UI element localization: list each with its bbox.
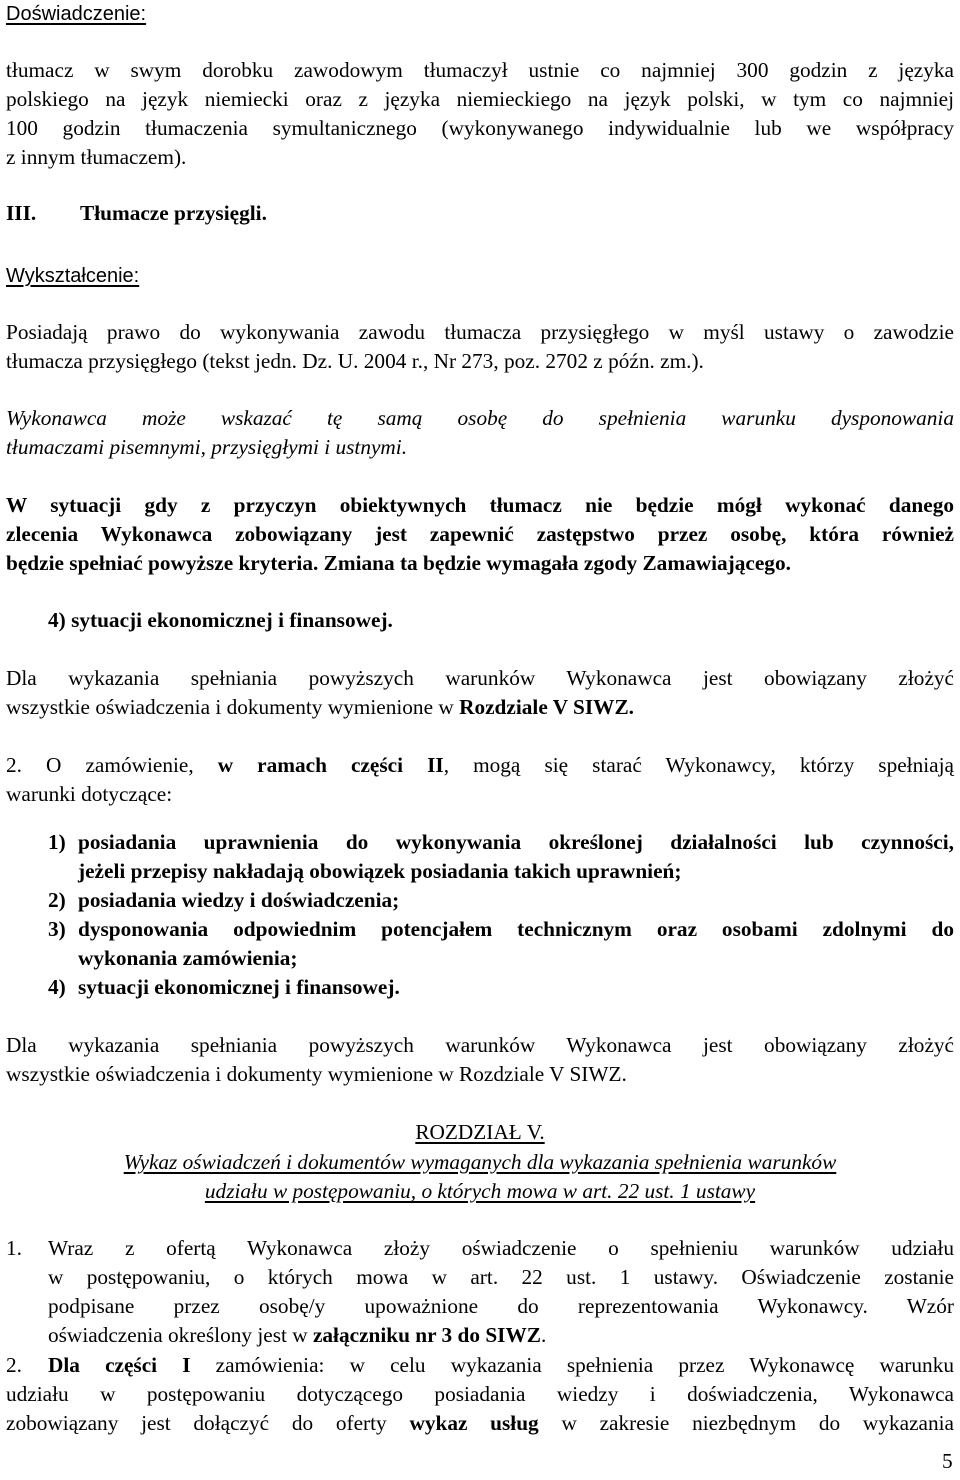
point-2-line-3-text: zobowiązany jest dołączyć do oferty: [6, 1411, 410, 1435]
point-1-line-4-bold: załączniku nr 3 do SIWZ: [312, 1323, 541, 1347]
wyksztalcenie-heading: Wykształcenie:: [6, 265, 140, 287]
point-1-line-3: podpisane przez osobę/y upoważnione do reprezentowania Wykonawcy. Wzór: [48, 1294, 954, 1318]
cond-4-num: 4): [48, 975, 66, 999]
dla1-line-2-text: wszystkie oświadczenia i dokumenty wymienione w: [6, 695, 460, 719]
cond-1-num: 1): [48, 830, 66, 854]
point-2-line-3: [6, 1409, 954, 1439]
doswiadczenie-heading: Doświadczenie:: [6, 3, 147, 25]
point-2-line-1: [48, 1351, 954, 1381]
bold-note-line-2: zlecenia Wykonawca zobowiązany jest zapewnić zastępstwo przez osobę, która również: [6, 522, 954, 546]
wyksztalcenie-line-1: Posiadają prawo do wykonywania zawodu tłumacza przysięgłego w myśl ustawy o zawodzie: [6, 320, 954, 344]
italic-note-line-2: tłumaczami pisemnymi, przysięgłymi i ustnymi.: [6, 435, 408, 459]
page-number: 5: [942, 1449, 953, 1473]
point-1-line-4-end: .: [540, 1323, 547, 1347]
section-number: III.: [6, 201, 37, 225]
cond-3-num: 3): [48, 917, 66, 941]
point-2-num: 2.: [6, 1353, 22, 1377]
dla2-line-2: wszystkie oświadczenia i dokumenty wymienione w Rozdziale V SIWZ.: [6, 1062, 627, 1086]
point-2-line-1-rest: zamówienia: w celu wykazania spełnienia przez Wykonawcę warunku: [190, 1353, 954, 1377]
point-1-line-4: [48, 1321, 954, 1351]
point-1-num: 1.: [6, 1236, 22, 1260]
italic-note-line-1: Wykonawca może wskazać tę samą osobę do spełnienia warunku dysponowania: [6, 406, 954, 430]
rozdzial-subtitle-1: Wykaz oświadczeń i dokumentów wymaganych dla wykazania spełnienia warunków: [123, 1150, 837, 1174]
part2-post: , mogą się starać Wykonawcy, którzy spełniają: [443, 753, 954, 777]
cond-2-line-1: posiadania wiedzy i doświadczenia;: [78, 888, 400, 912]
cond-3-line-1: dysponowania odpowiednim potencjałem technicznym oraz osobami zdolnymi do: [78, 917, 954, 941]
cond-3-line-2: wykonania zamówienia;: [78, 946, 298, 970]
doswiadczenie-line-3: 100 godzin tłumaczenia symultanicznego (wykonywanego indywidualnie lub we współpracy: [6, 116, 954, 140]
part2-bold: w ramach części II: [217, 753, 444, 777]
dla2-line-1: Dla wykazania spełniania powyższych warunków Wykonawca jest obowiązany złożyć: [6, 1033, 954, 1057]
doswiadczenie-line-1: tłumacz w swym dorobku zawodowym tłumaczył ustnie co najmniej 300 godzin z języka: [6, 58, 954, 82]
part2-num: 2.: [6, 753, 22, 777]
point-1-line-4-text: oświadczenia określony jest w: [48, 1323, 313, 1347]
part2-line-1: [6, 751, 954, 781]
cond-4-line-1: sytuacji ekonomicznej i finansowej.: [78, 975, 400, 999]
dla1-line-2: [6, 693, 954, 723]
doswiadczenie-line-4: z innym tłumaczem).: [6, 145, 187, 169]
point-2-line-3-end: w zakresie niezbędnym do wykazania: [538, 1411, 954, 1435]
point-1-line-2: w postępowaniu, o których mowa w art. 22 ust. 1 ustawy. Oświadczenie zostanie: [48, 1265, 954, 1289]
item4-heading: 4) sytuacji ekonomicznej i finansowej.: [48, 608, 393, 632]
dla1-line-2-bold: Rozdziale V SIWZ.: [459, 695, 634, 719]
bold-note-line-3: będzie spełniać powyższe kryteria. Zmiana ta będzie wymagała zgody Zamawiającego.: [6, 551, 791, 575]
doswiadczenie-line-2: polskiego na język niemiecki oraz z języka niemieckiego na język polski, w tym co najmniej: [6, 87, 954, 111]
section-title: Tłumacze przysięgli.: [80, 201, 267, 225]
part2-pre: O zamówienie,: [21, 753, 218, 777]
cond-1-line-1: posiadania uprawnienia do wykonywania określonej działalności lub czynności,: [78, 830, 954, 854]
bold-note-line-1: W sytuacji gdy z przyczyn obiektywnych tłumacz nie będzie mógł wykonać danego: [6, 493, 954, 517]
part2-line-2: warunki dotyczące:: [6, 782, 173, 806]
cond-1-line-2: jeżeli przepisy nakładają obowiązek posiadania takich uprawnień;: [78, 859, 682, 883]
point-1-line-1: Wraz z ofertą Wykonawca złoży oświadczenie o spełnieniu warunków udziału: [48, 1236, 954, 1260]
point-2-line-2: udziału w postępowaniu dotyczącego posiadania wiedzy i doświadczenia, Wykonawca: [6, 1382, 954, 1406]
cond-2-num: 2): [48, 888, 66, 912]
rozdzial-title: ROZDZIAŁ V.: [415, 1120, 545, 1144]
wyksztalcenie-line-2: tłumacza przysięgłego (tekst jedn. Dz. U. 2004 r., Nr 273, poz. 2702 z późn. zm.).: [6, 349, 704, 373]
point-2-line-3-bold: wykaz usług: [409, 1411, 539, 1435]
point-2-bold: Dla części I: [48, 1353, 191, 1377]
dla1-line-1: Dla wykazania spełniania powyższych warunków Wykonawca jest obowiązany złożyć: [6, 666, 954, 690]
rozdzial-subtitle-2: udziału w postępowaniu, o których mowa w art. 22 ust. 1 ustawy: [204, 1179, 756, 1203]
